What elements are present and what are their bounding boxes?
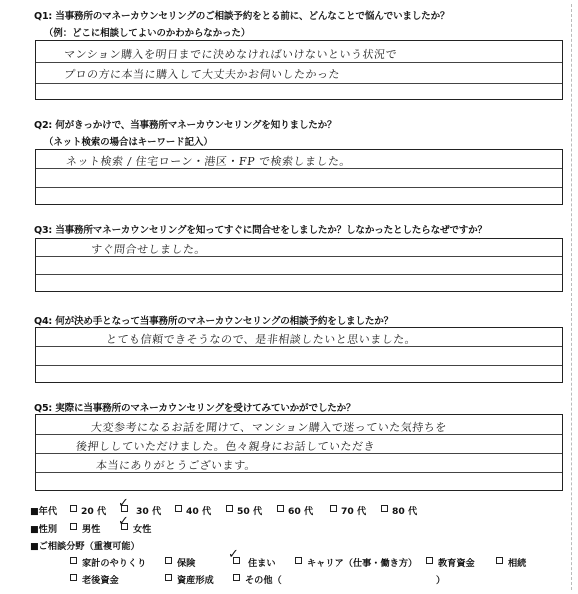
age-label: ■年代: [30, 506, 58, 517]
check-mark-icon: ✓: [228, 547, 239, 562]
q1-answer-line-2: プロの方に本当に購入して大丈夫かお伺いしたかった: [63, 68, 341, 81]
q5-answer-line-3: 本当にありがとうございます。: [95, 459, 257, 472]
answer-line: [36, 62, 562, 63]
q5-title: Q5: 実際に当事務所のマネーカウンセリングを受けてみていかがでしたか？: [34, 403, 356, 414]
field-retirement-label: 老後資金: [82, 575, 119, 586]
field-insurance-checkbox[interactable]: [165, 557, 172, 564]
age-80-checkbox[interactable]: [381, 505, 388, 512]
field-career-label: キャリア（仕事・働き方）: [307, 558, 418, 569]
q1-title: Q1: 当事務所のマネーカウンセリングのご相談予約をとる前に、どんなことで悩んでいましたか？: [34, 11, 450, 22]
field-assets-label: 資産形成: [177, 575, 214, 586]
field-retirement-checkbox[interactable]: [70, 574, 77, 581]
field-other-close-paren: ）: [436, 575, 446, 586]
check-mark-icon: ✓: [118, 514, 129, 529]
q5-answer-line-2: 後押ししていただけました。色々親身にお話していただき: [75, 440, 376, 453]
age-20-checkbox[interactable]: [70, 505, 77, 512]
q3-title: Q3: 当事務所マネーカウンセリングを知ってすぐに問合せをしましたか？しなかったとしたらなぜですか？: [34, 225, 487, 236]
age-50-checkbox[interactable]: [226, 505, 233, 512]
q2-answer-box: [35, 149, 563, 205]
age-60-checkbox[interactable]: [277, 505, 284, 512]
age-50-label: 50 代: [237, 506, 263, 517]
age-40-label: 40 代: [186, 506, 212, 517]
answer-line: [36, 83, 562, 84]
answer-line: [36, 187, 562, 188]
page-edge-line: [571, 4, 572, 590]
q3-answer-box: [35, 238, 563, 292]
answer-line: [36, 274, 562, 275]
field-household-label: 家計のやりくり: [82, 558, 147, 569]
q4-answer-line-1: とても信頼できそうなので、是非相談したいと思いました。: [105, 333, 417, 346]
gender-male-label: 男性: [82, 524, 101, 535]
field-other-checkbox[interactable]: [233, 574, 240, 581]
field-label: ■ご相談分野（重複可能）: [30, 541, 140, 552]
q1-subtitle: （例：どこに相談してよいのかわからなかった）: [44, 28, 251, 39]
age-70-label: 70 代: [341, 506, 367, 517]
age-30-label: 30 代: [136, 506, 162, 517]
answer-line: [36, 365, 562, 366]
field-inheritance-checkbox[interactable]: [496, 557, 503, 564]
q2-title: Q2: 何がきっかけで、当事務所マネーカウンセリングを知りましたか？: [34, 120, 337, 131]
field-inheritance-label: 相続: [508, 558, 527, 569]
field-education-checkbox[interactable]: [426, 557, 433, 564]
age-80-label: 80 代: [392, 506, 418, 517]
age-40-checkbox[interactable]: [175, 505, 182, 512]
field-education-label: 教育資金: [438, 558, 475, 569]
gender-male-checkbox[interactable]: [70, 523, 77, 530]
gender-female-label: 女性: [133, 524, 152, 535]
q4-title: Q4: 何が決め手となって当事務所のマネーカウンセリングの相談予約をしましたか？: [34, 316, 393, 327]
field-household-checkbox[interactable]: [70, 557, 77, 564]
q3-answer-line-1: すぐ問合せしました。: [90, 243, 207, 256]
field-career-checkbox[interactable]: [295, 557, 302, 564]
check-mark-icon: ✓: [118, 496, 129, 511]
field-insurance-label: 保険: [177, 558, 196, 569]
q1-answer-box: [35, 40, 563, 100]
age-20-label: 20 代: [81, 506, 107, 517]
q2-subtitle: （ネット検索の場合はキーワード記入）: [44, 137, 213, 148]
q4-answer-box: [35, 327, 563, 383]
field-housing-label: 住まい: [248, 558, 276, 569]
q2-answer-line-1: ネット検索 / 住宅ローン・港区・FP で検索しました。: [65, 155, 352, 168]
field-assets-checkbox[interactable]: [165, 574, 172, 581]
age-60-label: 60 代: [288, 506, 314, 517]
q5-answer-line-1: 大変参考になるお話を聞けて、マンション購入で迷っていた気持ちを: [90, 421, 448, 434]
q5-answer-box: [35, 414, 563, 491]
gender-label: ■性別: [30, 524, 58, 535]
field-other-label: その他（: [245, 575, 282, 586]
age-70-checkbox[interactable]: [330, 505, 337, 512]
q1-answer-line-1: マンション購入を明日までに決めなければいけないという状況で: [63, 48, 398, 61]
